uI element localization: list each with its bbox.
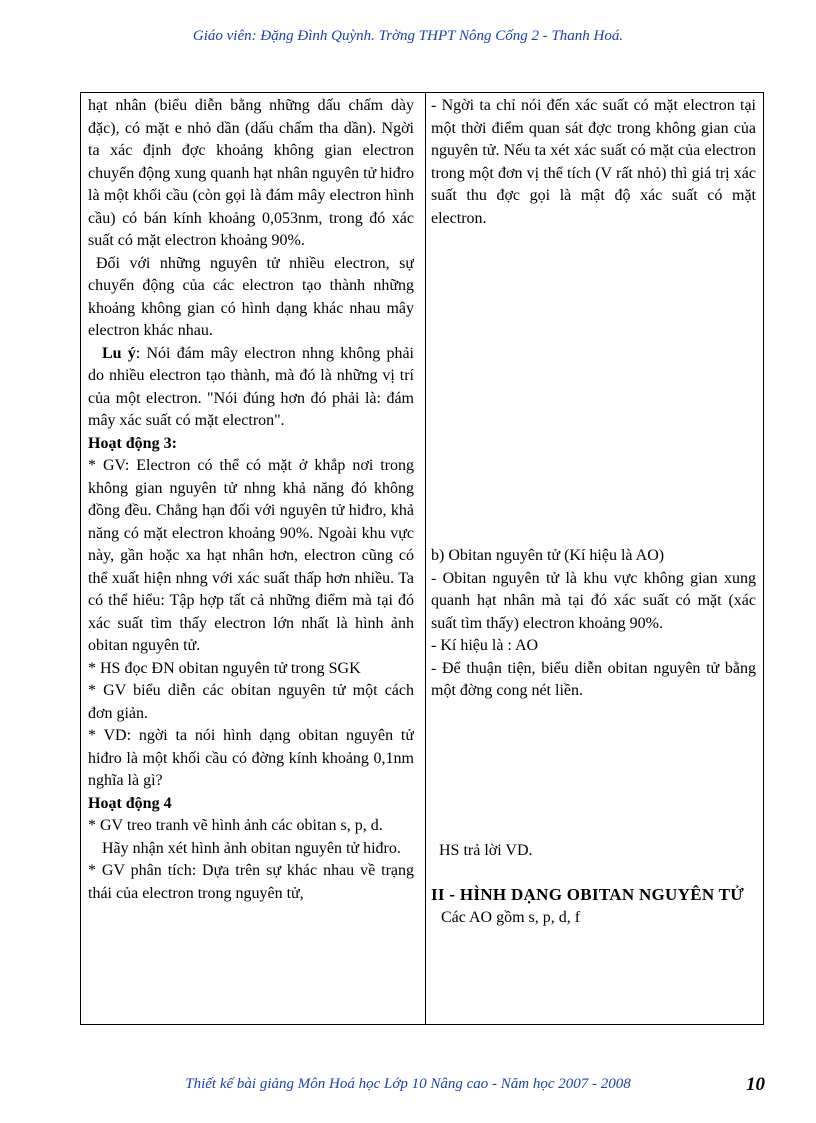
orbital-definition: - Obitan nguyên tử là khu vực không gian xung quanh hạt nhân mà tại đó xác suất có mặt (xác suất tìm thấy) electron khoảng 90%.: [431, 569, 756, 632]
blank-space: [431, 862, 756, 884]
page-number: 10: [746, 1074, 765, 1095]
student-answer: HS trả lời VD.: [439, 841, 533, 859]
orbital-representation: - Để thuận tiện, biểu diễn obitan nguyên tử bằng một đờng cong nét liền.: [431, 659, 756, 699]
activity-4-heading: Hoạt động 4: [88, 794, 172, 812]
student-task-1: * HS đọc ĐN obitan nguyên tử trong SGK: [88, 659, 361, 677]
ao-types: Các AO gồm s, p, d, f: [441, 908, 581, 926]
note-paragraph: [88, 343, 414, 433]
teacher-activity-column: [88, 95, 414, 1023]
page-footer: Thiết kế bài giảng Môn Hoá học Lớp 10 Nâng cao - Năm học 2007 - 2008: [185, 1076, 631, 1092]
note-text: : Nói đám mây electron nhng không phải do nhiều electron tạo thành, mà đó là những vị trí của một electron. "Nói đúng hơn đó phải là: đám mây xác suất có mặt electron".: [88, 344, 414, 429]
teacher-analysis: * GV phân tích: Dựa trên sự khác nhau về trạng thái của electron trong nguyên tử,: [88, 862, 414, 902]
observation-prompt: Hãy nhận xét hình ảnh obitan nguyên tử hiđro.: [102, 839, 401, 857]
probability-paragraph: - Ngời ta chỉ nói đến xác suất có mặt electron tại một thời điểm quan sát đợc trong không gian của nguyên tử. Nếu ta xét xác suất có mặt của electron trong một đơn vị thể tích (V rất nhỏ) thì giá trị xác suất thu đợc gọi là mật độ xác suất có mặt electron.: [431, 97, 756, 227]
electron-cloud-paragraph: hạt nhân (biểu diễn bằng những dấu chấm dày đặc), có mặt e nhỏ dần (dấu chấm tha dần). Ngời ta xác định đợc khoảng không gian electron chuyển động xung quanh hạt nhân nguyên tử hiđro là một khối cầu (còn gọi là đám mây electron hình cầu) có bán kính khoảng 0,053nm, trong đó xác suất có mặt electron khoảng 90%.: [88, 97, 414, 249]
teacher-explanation-3: * GV treo tranh vẽ hình ảnh các obitan s, p, d.: [88, 817, 383, 834]
orbital-symbol: - Kí hiệu là : AO: [431, 637, 539, 654]
orbital-subheading: b) Obitan nguyên tử (Kí hiệu là AO): [431, 547, 665, 564]
page-header: Giáo viên: Đặng Đình Quỳnh. Trờng THPT Nông Cống 2 - Thanh Hoá.: [192, 28, 624, 44]
blank-space: [431, 230, 756, 545]
blank-space: [431, 703, 756, 840]
section-2-heading: II - HÌNH DẠNG OBITAN NGUYÊN TỬ: [431, 885, 745, 904]
teacher-explanation-1: * GV: Electron có thể có mặt ở khắp nơi trong không gian nguyên tử nhng khả năng đó không đồng đều. Chẳng hạn đối với nguyên tử hiđro, khả năng có mặt electron khoảng 90%. Ngoài khu vực này, gần hoặc xa hạt nhân hơn, electron cũng có thể xuất hiện nhng với xác suất thấp hơn nhiều. Ta có thể hiểu: Tập hợp tất cả những điểm mà tại đó xác suất tìm thấy electron lớn nhất là hình ảnh obitan nguyên tử.: [88, 457, 414, 654]
column-divider: [425, 92, 426, 1025]
student-content-column: [431, 95, 756, 1023]
multi-electron-paragraph: Đối với những nguyên tử nhiều electron, sự chuyển động của các electron tạo thành những khoảng không gian có hình dạng khác nhau mây electron khác nhau.: [88, 254, 414, 339]
note-label: Lu ý: [102, 344, 136, 362]
teacher-explanation-2: * GV biểu diễn các obitan nguyên tử một cách đơn giản.: [88, 682, 414, 722]
example-question: * VD: ngời ta nói hình dạng obitan nguyên tử hiđro là một khối cầu có đờng kính khoảng 0,1nm nghĩa là gì?: [88, 727, 414, 789]
activity-3-heading: Hoạt động 3:: [88, 434, 177, 452]
